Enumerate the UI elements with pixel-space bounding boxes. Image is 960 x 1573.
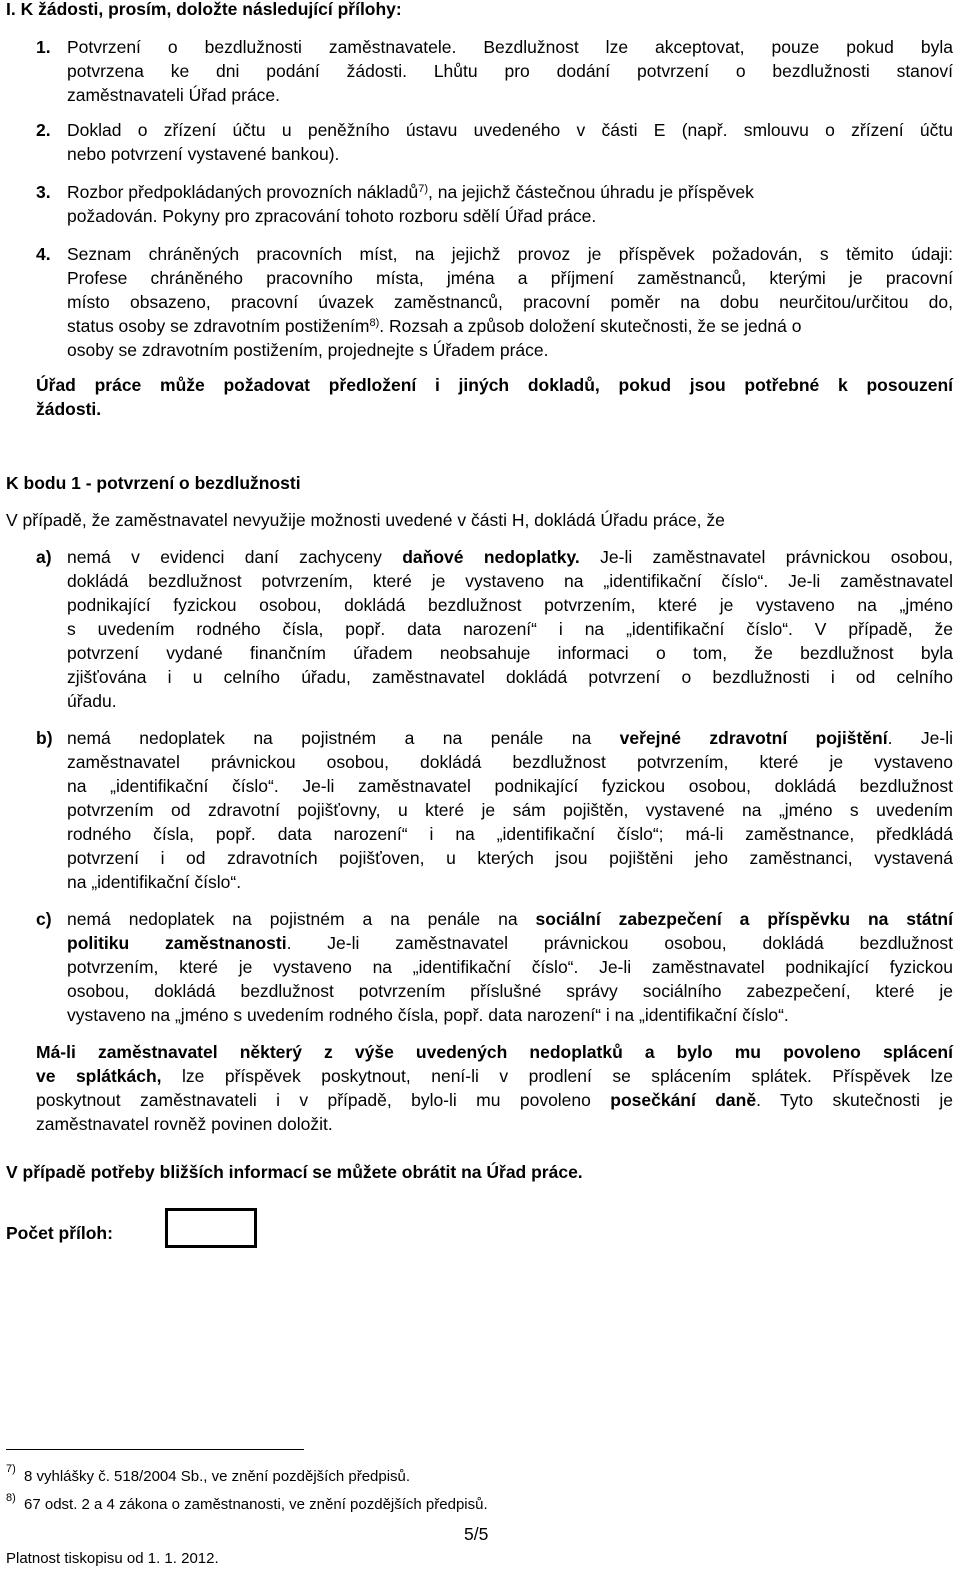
sub-b-line-7: na „identifikační číslo“. (67, 872, 242, 892)
sub-a-label: a) (36, 547, 52, 567)
item-1-number: 1. (36, 37, 51, 57)
item-4-line-3: místo obsazeno, pracovní úvazek zaměstnanců, pracovní poměr na dobu neurčitou/určitou do, (67, 292, 953, 312)
page-heading: I. K žádosti, prosím, doložte následující přílohy: (6, 0, 402, 19)
sub-a-line-5: potvrzení vydané finančním úřadem neobsahuje informaci o tom, že bezdlužnost byla (67, 643, 953, 663)
page-number: 5/5 (464, 1524, 489, 1544)
sub-b-line-5: rodného čísla, popř. data narození“ i na „identifikační číslo“; má-li zaměstnance, předkládá (67, 824, 953, 844)
section-intro: V případě, že zaměstnavatel nevyužije možnosti uvedené v části H, dokládá Úřadu práce, že (6, 510, 725, 530)
item-1-line-1: Potvrzení o bezdlužnosti zaměstnavatele. Bezdlužnost lze akceptovat, pouze pokud byla (67, 37, 953, 57)
footnote-separator (6, 1449, 304, 1450)
sub-c-line-3: potvrzením, které je vystaveno na „identifikační číslo“. Je-li zaměstnavatel podnikající fyzickou (67, 957, 953, 977)
item-2-line-1: Doklad o zřízení účtu u peněžního ústavu uvedeného v části E (např. smlouvu o zřízení účtu (67, 120, 953, 140)
section-title: K bodu 1 - potvrzení o bezdlužnosti (6, 473, 301, 493)
sub-a-line-7: úřadu. (67, 691, 117, 711)
sub-c-line-1: nemá nedoplatek na pojistném a na penále na sociální zabezpečení a příspěvku na státní (67, 909, 953, 929)
footnote-7-mark: 7) (6, 1463, 16, 1475)
notice-line-2: žádosti. (36, 399, 102, 419)
contact-note: V případě potřeby bližších informací se můžete obrátit na Úřad práce. (6, 1162, 583, 1182)
item-1-line-2: potvrzena ke dni podání žádosti. Lhůtu pro dodání potvrzení o bezdlužnosti stanoví (67, 61, 953, 81)
item-2-number: 2. (36, 120, 51, 140)
item-4-line-2: Profese chráněného pracovního místa, jména a příjmení zaměstnanců, kterými je pracovní (67, 268, 953, 288)
attachments-label: Počet příloh: (6, 1223, 113, 1243)
item-4-line-4: status osoby se zdravotním postižením$^{8)}$. Rozsah a způsob doložení skutečnosti, že se jedná o (67, 316, 802, 336)
sub-a-line-2: dokládá bezdlužnost potvrzením, které je vystaveno na „identifikační číslo“. Je-li zaměstnavatel (67, 571, 953, 591)
installments-line-2: ve splátkách, lze příspěvek poskytnout, není-li v prodlení se splácením splátek. Příspěvek lze (36, 1066, 954, 1086)
item-3-line-1: Rozbor předpokládaných provozních nákladů$^{7)}$, na jejichž částečnou úhradu je příspěvek (67, 182, 754, 202)
installments-line-3: poskytnout zaměstnavateli i v případě, bylo-li mu povoleno posečkání daně. Tyto skutečnosti je (36, 1090, 953, 1110)
item-4-number: 4. (36, 244, 51, 264)
sub-a-line-3: podnikající fyzickou osobou, dokládá bezdlužnost potvrzením, které je vystaveno na „jméno (67, 595, 953, 615)
form-validity: Platnost tiskopisu od 1. 1. 2012. (6, 1550, 219, 1567)
installments-line-4: zaměstnavatel rovněž povinen doložit. (36, 1114, 333, 1134)
item-4-line-5: osoby se zdravotním postižením, projednejte s Úřadem práce. (67, 340, 549, 360)
installments-line-1: Má-li zaměstnavatel některý z výše uvedených nedoplatků a bylo mu povoleno splácení (36, 1042, 953, 1062)
item-3-number: 3. (36, 182, 51, 202)
sub-c-line-4: osobou, dokládá bezdlužnost potvrzením příslušné správy sociálního zabezpečení, které je (67, 981, 953, 1001)
sub-b-line-6: potvrzení i od zdravotních pojišťoven, u kterých jsou pojištěni jeho zaměstnanci, vystavená (67, 848, 953, 868)
footnote-ref-7: 7) (418, 183, 428, 195)
sub-c-line-5: vystaveno na „jméno s uvedením rodného čísla, popř. data narození“ i na „identifikační číslo“. (67, 1005, 789, 1025)
footnote-8-text: 67 odst. 2 a 4 zákona o zaměstnanosti, ve znění pozdějších předpisů. (24, 1496, 488, 1513)
sub-a-line-4: s uvedením rodného čísla, popř. data narození“ i na „identifikační číslo“. V případě, že (67, 619, 953, 639)
item-2-line-2: nebo potvrzení vystavené bankou). (67, 144, 340, 164)
sub-b-label: b) (36, 728, 53, 748)
item-4-line-1: Seznam chráněných pracovních míst, na jejichž provoz je příspěvek požadován, s těmito údaji: (67, 244, 953, 264)
attachments-count-field[interactable] (165, 1208, 257, 1248)
footnote-ref-8: 8) (369, 317, 380, 329)
sub-b-line-4: potvrzením od zdravotní pojišťovny, u které je sám pojištěn, vystavené na „jméno s uvedením (67, 800, 953, 820)
footnote-8-mark: 8) (6, 1492, 16, 1504)
sub-c-label: c) (36, 909, 52, 929)
sub-c-line-2: politiku zaměstnanosti. Je-li zaměstnavatel právnickou osobou, dokládá bezdlužnost (67, 933, 953, 953)
footnote-7-text: 8 vyhlášky č. 518/2004 Sb., ve znění pozdějších předpisů. (24, 1468, 411, 1485)
sub-b-line-3: na „identifikační číslo“. Je-li zaměstnavatel podnikající fyzickou osobou, dokládá bezdlužnost (67, 776, 953, 796)
sub-a-line-6: zjišťována i u celního úřadu, zaměstnavatel dokládá potvrzení o bezdlužnosti i od celního (67, 667, 953, 687)
notice-line-1: Úřad práce může požadovat předložení i jiných dokladů, pokud jsou potřebné k posouzení (36, 375, 953, 395)
item-1-line-3: zaměstnavateli Úřad práce. (67, 85, 281, 105)
sub-b-line-2: zaměstnavatel právnickou osobou, dokládá bezdlužnost potvrzením, které je vystaveno (67, 752, 953, 772)
item-3-line-2: požadován. Pokyny pro zpracování tohoto rozboru sdělí Úřad práce. (67, 206, 597, 226)
sub-b-line-1: nemá nedoplatek na pojistném a na penále na veřejné zdravotní pojištění. Je-li (67, 728, 953, 748)
sub-a-line-1: nemá v evidenci daní zachyceny daňové nedoplatky. Je-li zaměstnavatel právnickou osobou, (67, 547, 953, 567)
